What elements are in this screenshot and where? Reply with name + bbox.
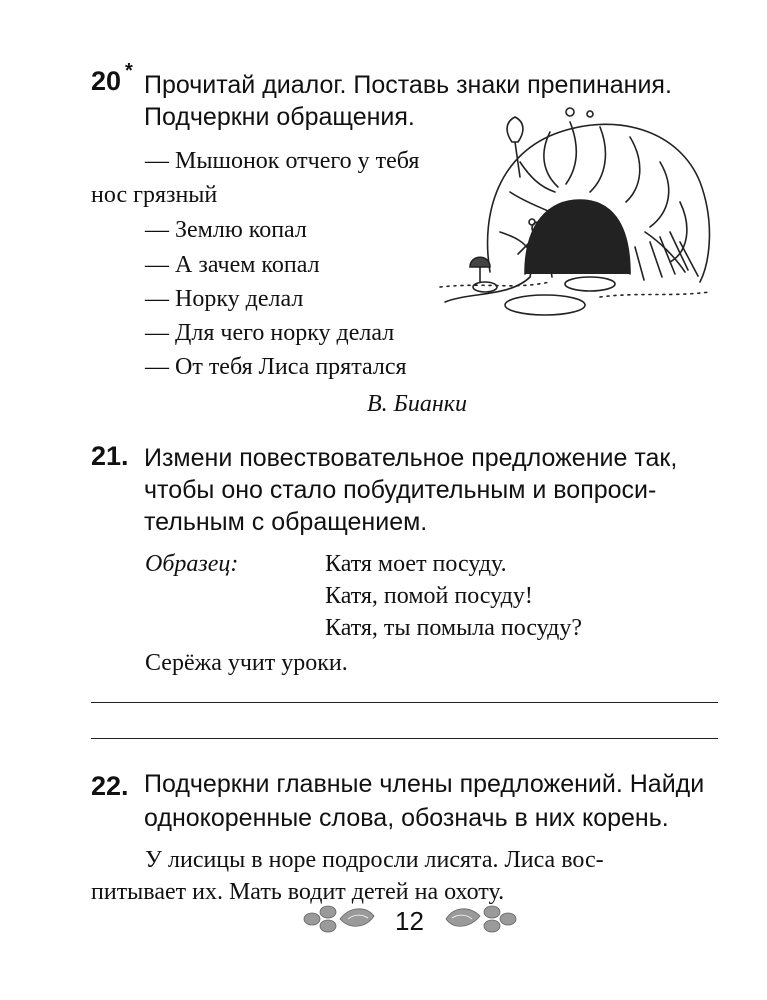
exercise-20-instruction-line1: Прочитай диалог. Поставь знаки препинания. <box>144 71 672 99</box>
exercise-21-instruction-line3: тельным с обращением. <box>144 508 428 536</box>
dialog-author: В. Бианки <box>367 391 467 417</box>
sample-line: Катя, помой посуду! <box>325 583 533 609</box>
dialog-line: нос грязный <box>91 182 218 208</box>
leaf-ornament-icon <box>298 902 380 936</box>
exercise-20-star: * <box>125 60 133 82</box>
dialog-line: — Мышонок отчего у тебя <box>145 148 420 174</box>
dialog-line: — Землю копал <box>145 217 307 243</box>
dialog-line: — Норку делал <box>145 286 304 312</box>
exercise-20-number: 20 <box>91 66 122 96</box>
leaf-ornament-icon <box>440 902 522 936</box>
sample-line: Катя, ты помыла посуду? <box>325 615 583 641</box>
exercise-20-instruction-line2: Подчеркни обращения. <box>144 103 415 131</box>
dialog-line: — А зачем копал <box>145 252 320 278</box>
exercise-21-number: 21. <box>91 441 129 471</box>
mouse-burrow-illustration <box>430 92 720 322</box>
exercise-22-number: 22. <box>91 771 129 801</box>
exercise-22-instruction-line1: Подчеркни главные члены предложений. Найди <box>144 770 705 798</box>
sample-line: Катя моет посуду. <box>325 551 507 577</box>
exercise-22-instruction-line2: однокоренные слова, обозначь в них корень. <box>144 804 669 832</box>
exercise-22-text-line2: питывает их. Мать водит детей на охоту. <box>91 879 505 905</box>
sample-label: Образец: <box>145 551 239 577</box>
answer-line[interactable] <box>91 702 718 703</box>
exercise-22-text-line1: У лисицы в норе подросли лисята. Лиса вос- <box>145 847 604 873</box>
dialog-line: — Для чего норку делал <box>145 320 395 346</box>
exercise-21-instruction-line1: Измени повествовательное предложение так, <box>144 444 678 472</box>
page-number: 12 <box>395 906 424 936</box>
task-sentence: Серёжа учит уроки. <box>145 650 348 676</box>
answer-line[interactable] <box>91 738 718 739</box>
dialog-line: — От тебя Лиса прятался <box>145 354 407 380</box>
exercise-21-instruction-line2: чтобы оно стало побудительным и вопроси- <box>144 476 657 504</box>
